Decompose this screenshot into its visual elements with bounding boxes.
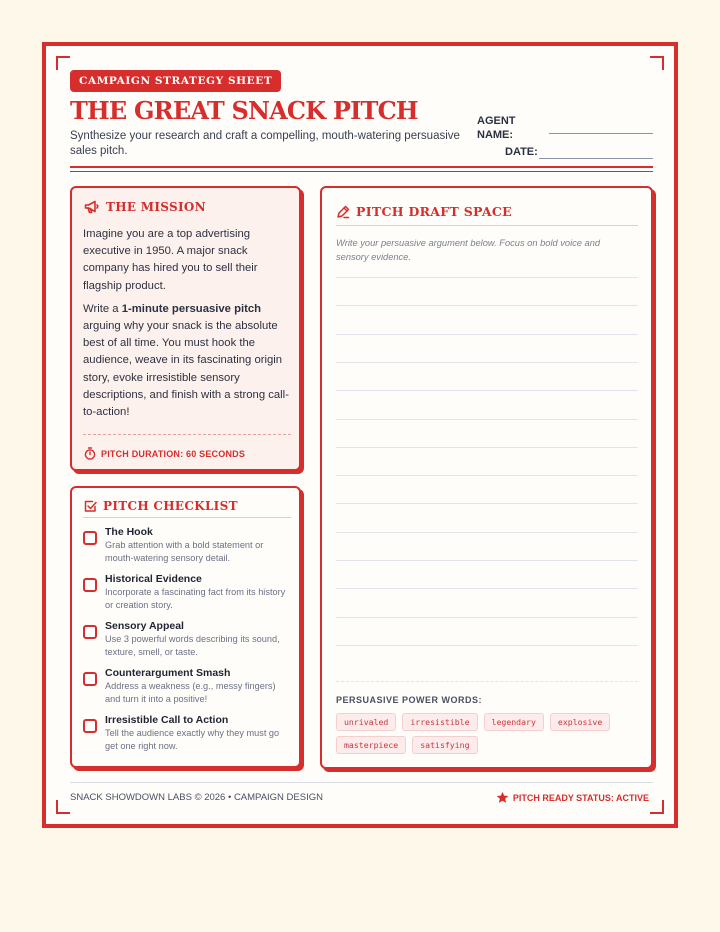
writing-line[interactable] bbox=[336, 503, 638, 504]
checklist-item bbox=[83, 620, 293, 667]
checklist-divider bbox=[83, 517, 291, 518]
mission-heading-text: THE MISSION bbox=[106, 200, 206, 214]
power-word-tag: satisfying bbox=[412, 736, 477, 754]
checklist-heading bbox=[84, 499, 238, 513]
checklist-card bbox=[70, 486, 301, 768]
writing-line[interactable] bbox=[336, 588, 638, 589]
pitch-duration-text: PITCH DURATION: 60 SECONDS bbox=[101, 448, 246, 459]
page-subtitle: Synthesize your research and craft a compelling, mouth-watering persuasive sales pitch. bbox=[70, 130, 460, 157]
corner-mark bbox=[56, 56, 70, 70]
power-words-label: PERSUASIVE POWER WORDS: bbox=[336, 695, 483, 705]
power-word-tag: legendary bbox=[484, 713, 544, 731]
pen-icon bbox=[336, 205, 350, 219]
mission-paragraph: Write a 1-minute persuasive pitch arguing why your snack is the absolute best of all time. You must hook the audience, weave in its fascinating origin story, evoke irresistible sensory descriptions, and finish with a strong call-to-action! bbox=[83, 302, 289, 419]
power-word-tag: masterpiece bbox=[336, 736, 406, 754]
writing-line[interactable] bbox=[336, 475, 638, 476]
power-word-tag: irresistible bbox=[402, 713, 477, 731]
mission-divider bbox=[83, 434, 291, 435]
ready-status-text: PITCH READY STATUS: ACTIVE bbox=[512, 792, 649, 803]
writing-line[interactable] bbox=[336, 560, 638, 561]
draft-heading bbox=[336, 204, 512, 219]
draft-card bbox=[320, 186, 653, 769]
checklist-item-title: Irresistible Call to Action bbox=[105, 714, 229, 726]
checklist-checkbox[interactable] bbox=[83, 672, 97, 686]
date-label: DATE: bbox=[505, 146, 538, 158]
checklist-items bbox=[83, 526, 293, 761]
writing-line[interactable] bbox=[336, 390, 638, 391]
power-words-list bbox=[336, 713, 636, 754]
checkbox-icon bbox=[84, 500, 97, 513]
sheet-badge: CAMPAIGN STRATEGY SHEET bbox=[70, 70, 281, 92]
writing-line[interactable] bbox=[336, 532, 638, 533]
writing-line[interactable] bbox=[336, 645, 638, 646]
checklist-item bbox=[83, 573, 293, 620]
corner-mark bbox=[56, 800, 70, 814]
mission-heading bbox=[84, 200, 206, 214]
writing-line[interactable] bbox=[336, 334, 638, 335]
writing-line[interactable] bbox=[336, 362, 638, 363]
pitch-duration bbox=[84, 447, 245, 460]
writing-line[interactable] bbox=[336, 305, 638, 306]
ready-status bbox=[496, 791, 649, 804]
checklist-checkbox[interactable] bbox=[83, 531, 97, 545]
agent-name-label: AGENT NAME: bbox=[477, 115, 516, 141]
checklist-item-desc: Incorporate a fascinating fact from its history or creation story. bbox=[105, 587, 286, 610]
date-field[interactable] bbox=[539, 158, 653, 159]
power-words-divider bbox=[336, 681, 638, 682]
page-title: THE GREAT SNACK PITCH bbox=[70, 96, 418, 125]
mission-text bbox=[83, 226, 295, 421]
checklist-checkbox[interactable] bbox=[83, 578, 97, 592]
checklist-item-title: Historical Evidence bbox=[105, 573, 202, 585]
header-divider bbox=[70, 166, 653, 168]
writing-line[interactable] bbox=[336, 277, 638, 278]
checklist-item bbox=[83, 714, 293, 761]
draft-heading-text: PITCH DRAFT SPACE bbox=[356, 204, 512, 219]
checklist-item-title: Sensory Appeal bbox=[105, 620, 184, 632]
checklist-item bbox=[83, 667, 293, 714]
corner-mark bbox=[650, 800, 664, 814]
writing-line[interactable] bbox=[336, 617, 638, 618]
star-icon bbox=[496, 791, 509, 804]
footer-divider bbox=[70, 782, 653, 783]
draft-divider bbox=[336, 225, 638, 226]
checklist-item-desc: Tell the audience exactly why they must go get one right now. bbox=[105, 728, 280, 751]
writing-line[interactable] bbox=[336, 419, 638, 420]
writing-line[interactable] bbox=[336, 447, 638, 448]
power-word-tag: explosive bbox=[550, 713, 610, 731]
checklist-item-title: Counterargument Smash bbox=[105, 667, 231, 679]
checklist-item-desc: Use 3 powerful words describing its sound, texture, smell, or taste. bbox=[105, 634, 280, 657]
pitch-length-emphasis: 1-minute persuasive pitch bbox=[121, 302, 262, 315]
checklist-heading-text: PITCH CHECKLIST bbox=[103, 499, 238, 513]
checklist-item bbox=[83, 526, 293, 573]
draft-instructions: Write your persuasive argument below. Focus on bold voice and sensory evidence. bbox=[336, 238, 601, 262]
checklist-item-title: The Hook bbox=[105, 526, 153, 538]
header-divider bbox=[70, 171, 653, 172]
checklist-checkbox[interactable] bbox=[83, 719, 97, 733]
checklist-item-desc: Address a weakness (e.g., messy fingers) and turn it into a positive! bbox=[105, 681, 276, 704]
mission-paragraph: Imagine you are a top advertising executive in 1950. A major snack company has hired you to sell their flagship product. bbox=[83, 228, 258, 292]
checklist-item-desc: Grab attention with a bold statement or mouth-watering sensory detail. bbox=[105, 540, 264, 563]
power-word-tag: unrivaled bbox=[336, 713, 396, 731]
stopwatch-icon bbox=[84, 447, 96, 460]
corner-mark bbox=[650, 56, 664, 70]
worksheet bbox=[42, 42, 678, 828]
mission-card bbox=[70, 186, 301, 471]
footer-credit: SNACK SHOWDOWN LABS © 2026 • CAMPAIGN DESIGN bbox=[70, 792, 323, 803]
megaphone-icon bbox=[84, 200, 100, 214]
checklist-checkbox[interactable] bbox=[83, 625, 97, 639]
agent-name-field[interactable] bbox=[549, 133, 653, 134]
